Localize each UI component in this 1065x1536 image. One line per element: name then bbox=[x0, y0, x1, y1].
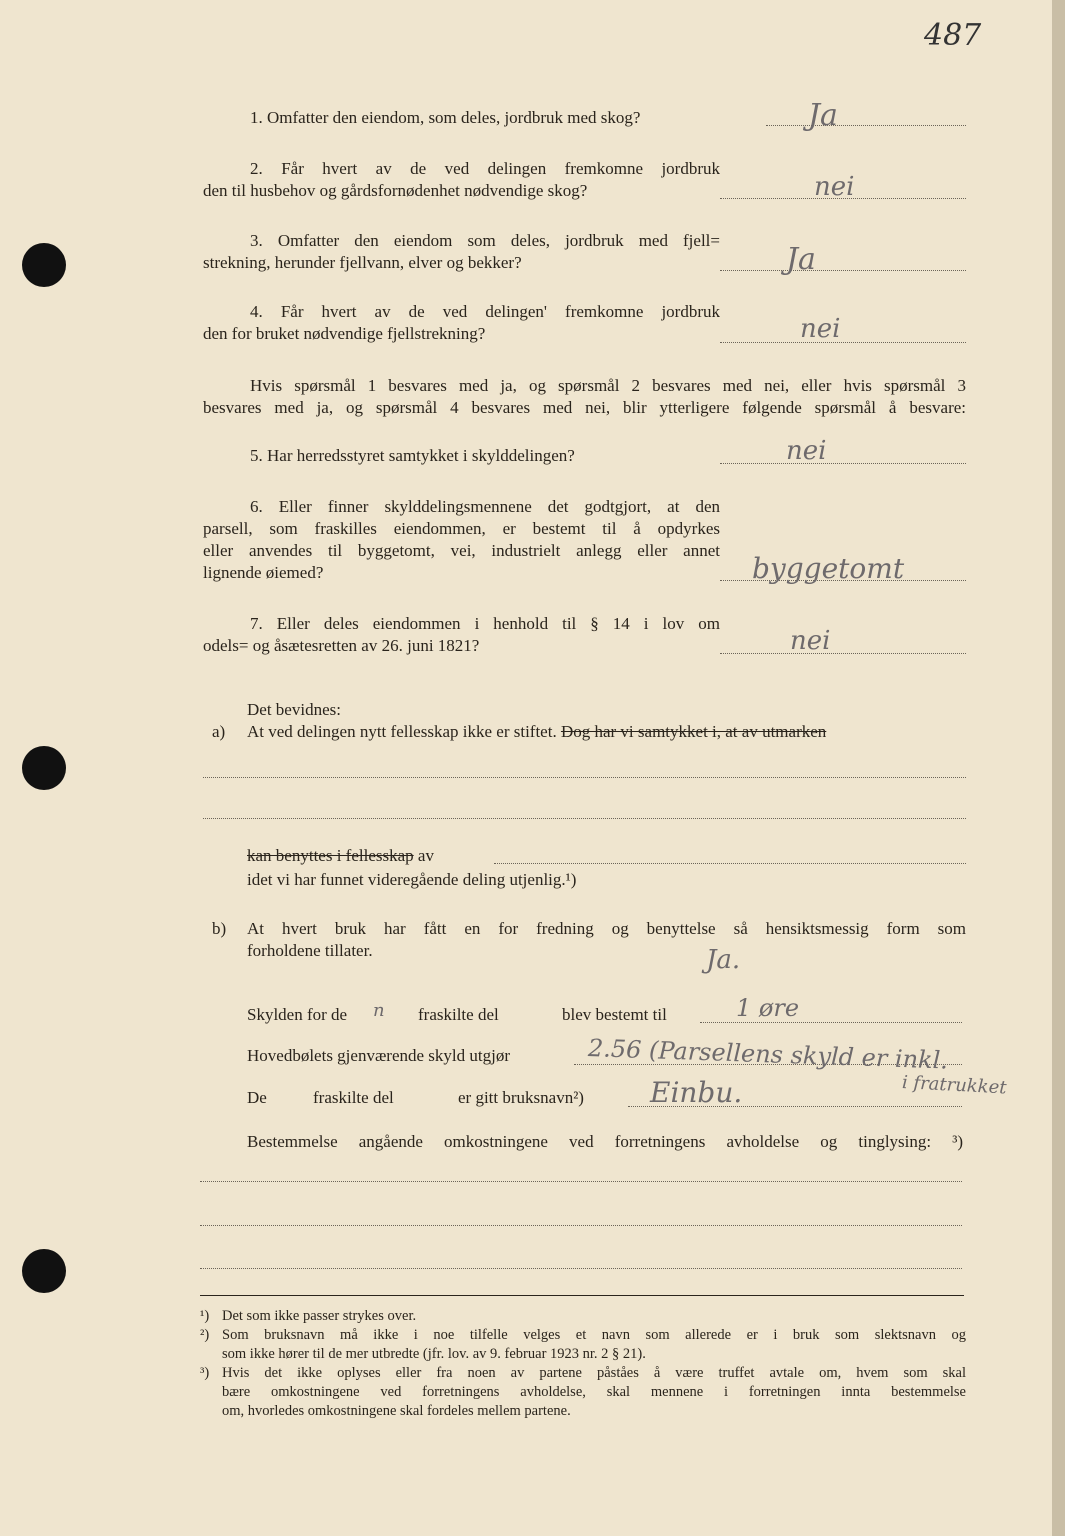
footnote-1-mark: ¹) bbox=[200, 1308, 210, 1324]
footnote-1-text: Det som ikke passer strykes over. bbox=[222, 1308, 417, 1324]
bevidnes-a-line bbox=[247, 722, 966, 742]
instruction-line-1: Hvis spørsmål 1 besvares med ja, og spørsmål 2 besvares med nei, eller hvis spørsmål 3 bbox=[250, 376, 966, 395]
fraskilte-label: fraskilte del bbox=[313, 1088, 394, 1107]
footnote-3-line-2: bære omkostningene ved forretningens avholdelse, skal mennene i forretningen innta bestemmelse bbox=[222, 1384, 966, 1400]
hoved-answer-2: i fratrukket bbox=[901, 1072, 1008, 1099]
skyld-label-1: Skylden for de bbox=[247, 1005, 348, 1024]
footnote-3-line-3: om, hvorledes omkostningene skal fordeles mellem partene. bbox=[222, 1403, 571, 1419]
skyld-label-3: blev bestemt til bbox=[562, 1005, 667, 1024]
bestemmelse-line-1 bbox=[200, 1181, 962, 1182]
hoved-label: Hovedbølets gjenværende skyld utgjør bbox=[247, 1046, 510, 1065]
skyld-handwritten-mark: n bbox=[373, 1000, 385, 1021]
question-6-line-4: lignende øiemed? bbox=[203, 563, 324, 582]
de-label: De bbox=[247, 1088, 267, 1107]
answer-1: Ja bbox=[808, 98, 838, 133]
bevidnes-a-av: av bbox=[417, 846, 434, 865]
question-6-line-2: parsell, som fraskilles eiendommen, er bestemt til å opdyrkes bbox=[203, 519, 720, 538]
question-4-line-2: den for bruket nødvendige fjellstrekning? bbox=[203, 324, 486, 343]
fill-line-a3 bbox=[494, 863, 966, 864]
question-2-line-1: 2. Får hvert av de ved delingen fremkomne jordbruk bbox=[250, 159, 720, 178]
bevidnes-a-line-2 bbox=[247, 846, 434, 866]
question-1: 1. Omfatter den eiendom, som deles, jordbruk med skog? bbox=[250, 108, 641, 127]
answer-6: byggetomt bbox=[752, 552, 905, 585]
question-7-line-1: 7. Eller deles eiendommen i henhold til § 14 i lov om bbox=[250, 614, 720, 633]
answer-5: nei bbox=[786, 436, 827, 466]
bestemmelse-line-2 bbox=[200, 1225, 962, 1226]
skyld-answer-line bbox=[700, 1022, 962, 1023]
bestemmelse-label: Bestemmelse angående omkostningene ved forretningens avholdelse og tinglysing: ³) bbox=[247, 1132, 963, 1151]
bevidnes-b-line-2: forholdene tillater. bbox=[247, 941, 373, 960]
bevidnes-a-struck: Dog har vi samtykket i, at av utmarken bbox=[560, 722, 827, 741]
bevidnes-b-label: b) bbox=[212, 919, 227, 938]
question-5: 5. Har herredsstyret samtykket i skylddelingen? bbox=[250, 446, 575, 465]
punch-hole-bottom bbox=[22, 1249, 66, 1293]
footnote-3 bbox=[200, 1364, 966, 1383]
bruksnavn-answer: Einbu. bbox=[650, 1076, 743, 1109]
question-7-line-2: odels= og åsætesretten av 26. juni 1821? bbox=[203, 636, 480, 655]
question-2-line-2: den til husbehov og gårdsfornødenhet nødvendige skog? bbox=[203, 181, 588, 200]
footnote-2 bbox=[200, 1326, 966, 1345]
bevidnes-b-line-1: At hvert bruk har fått en for fredning og benyttelse så hensiktsmessig form som bbox=[247, 919, 966, 938]
hoved-answer: 2.56 (Parsellens skyld er inkl. bbox=[587, 1034, 949, 1075]
question-4-line-1: 4. Får hvert av de ved delingen' fremkomne jordbruk bbox=[250, 302, 720, 321]
bevidnes-heading: Det bevidnes: bbox=[247, 700, 341, 719]
fill-line-a1 bbox=[203, 777, 966, 778]
answer-line-3 bbox=[720, 270, 966, 271]
fill-line-a2 bbox=[203, 818, 966, 819]
page-number: 487 bbox=[924, 18, 982, 53]
answer-4: nei bbox=[800, 314, 841, 344]
bevidnes-a-struck-2: kan benyttes i fellesskap bbox=[247, 846, 414, 865]
skyld-answer: 1 øre bbox=[736, 994, 800, 1022]
bevidnes-a-line-3: idet vi har funnet videregående deling utjenlig.¹) bbox=[247, 870, 577, 889]
bevidnes-a-label: a) bbox=[212, 722, 226, 741]
skyld-label-2: fraskilte del bbox=[418, 1005, 499, 1024]
bruksnavn-label: er gitt bruksnavn²) bbox=[458, 1088, 584, 1107]
answer-line-5 bbox=[720, 463, 966, 464]
bevidnes-b-answer: Ja. bbox=[706, 945, 741, 975]
question-6-line-1: 6. Eller finner skylddelingsmennene det godtgjort, at den bbox=[250, 497, 720, 516]
footnote-1 bbox=[200, 1307, 966, 1326]
question-3-line-1: 3. Omfatter den eiendom som deles, jordbruk med fjell= bbox=[250, 231, 720, 250]
punch-hole-middle bbox=[22, 746, 66, 790]
punch-hole-top bbox=[22, 243, 66, 287]
answer-line-7 bbox=[720, 653, 966, 654]
bestemmelse-line-3 bbox=[200, 1268, 962, 1269]
footnote-3-mark: ³) bbox=[200, 1365, 210, 1381]
footnote-2-line-1: Som bruksnavn må ikke i noe tilfelle velges et navn som allerede er i bruk som slektsnavn og bbox=[222, 1327, 966, 1343]
page-edge bbox=[1052, 0, 1065, 1536]
footnote-2-mark: ²) bbox=[200, 1327, 210, 1343]
footnotes bbox=[200, 1307, 966, 1421]
bevidnes-a-text: At ved delingen nytt fellesskap ikke er stiftet. bbox=[247, 722, 557, 741]
footnote-separator bbox=[200, 1295, 964, 1296]
answer-2: nei bbox=[814, 172, 855, 202]
answer-line-1 bbox=[766, 125, 966, 126]
answer-7: nei bbox=[790, 626, 831, 656]
footnote-3-line-1: Hvis det ikke oplyses eller fra noen av partene påståes å være truffet avtale om, hvem som skal bbox=[222, 1365, 966, 1381]
answer-line-4 bbox=[720, 342, 966, 343]
answer-3: Ja bbox=[786, 242, 816, 277]
question-3-line-2: strekning, herunder fjellvann, elver og bekker? bbox=[203, 253, 522, 272]
instruction-line-2: besvares med ja, og spørsmål 4 besvares med nei, blir ytterligere følgende spørsmål å besvare: bbox=[203, 398, 966, 417]
question-6-line-3: eller anvendes til byggetomt, vei, industrielt anlegg eller annet bbox=[203, 541, 720, 560]
footnote-2-line-2: som ikke hører til de mer utbredte (jfr. lov. av 9. februar 1923 nr. 2 § 21). bbox=[222, 1346, 646, 1362]
